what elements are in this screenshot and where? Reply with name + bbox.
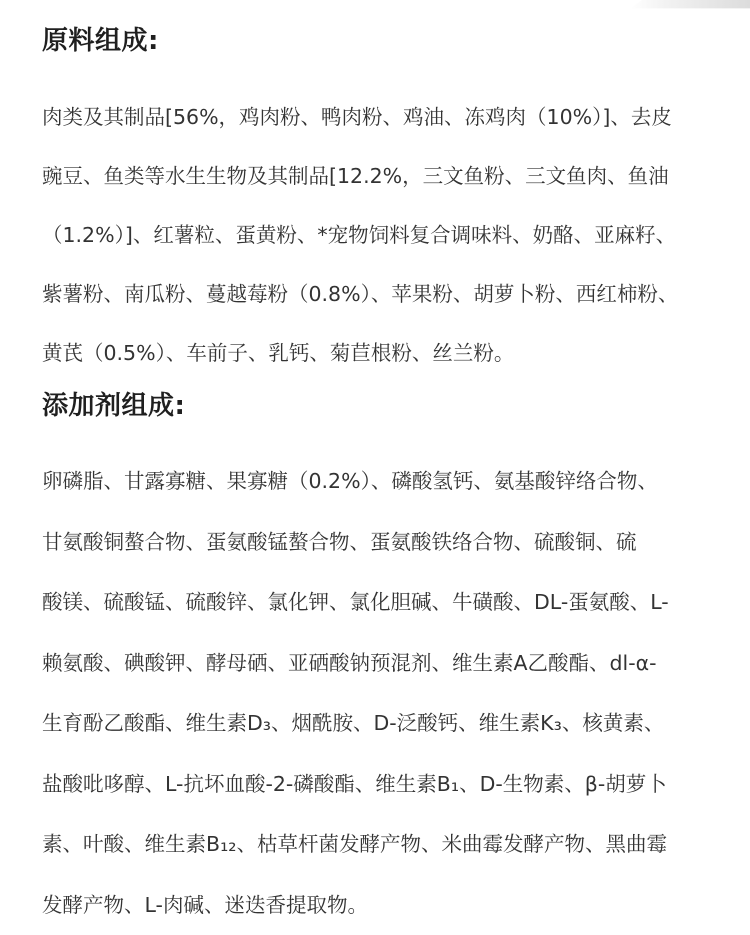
additives-title: 添加剂组成: xyxy=(42,393,722,419)
ingredients-line: 黄芪（0.5%）、车前子、乳钙、菊苣根粉、丝兰粉。 xyxy=(42,324,722,383)
additives-line: 发酵产物、L-肉碱、迷迭香提取物。 xyxy=(42,875,722,935)
ingredients-line: 肉类及其制品[56%，鸡肉粉、鸭肉粉、鸡油、冻鸡肉（10%）]、去皮 xyxy=(42,88,722,147)
additives-line: 素、叶酸、维生素B₁₂、枯草杆菌发酵产物、米曲霉发酵产物、黑曲霉 xyxy=(42,814,722,875)
additives-line: 甘氨酸铜螯合物、蛋氨酸锰螯合物、蛋氨酸铁络合物、硫酸铜、硫 xyxy=(42,512,722,573)
additives-text xyxy=(42,451,722,935)
ingredients-title: 原料组成: xyxy=(42,28,722,54)
additives-line: 生育酚乙酸酯、维生素D₃、烟酰胺、D-泛酸钙、维生素K₃、核黄素、 xyxy=(42,693,722,754)
additives-line: 赖氨酸、碘酸钾、酵母硒、亚硒酸钠预混剂、维生素A乙酸酯、dl-α- xyxy=(42,633,722,694)
ingredients-line: 紫薯粉、南瓜粉、蔓越莓粉（0.8%）、苹果粉、胡萝卜粉、西红柿粉、 xyxy=(42,265,722,324)
additives-line: 盐酸吡哆醇、L-抗坏血酸-2-磷酸酯、维生素B₁、D-生物素、β-胡萝卜 xyxy=(42,754,722,815)
additives-line: 卵磷脂、甘露寡糖、果寡糖（0.2%）、磷酸氢钙、氨基酸锌络合物、 xyxy=(42,451,722,512)
additives-line: 酸镁、硫酸锰、硫酸锌、氯化钾、氯化胆碱、牛磺酸、DL-蛋氨酸、L- xyxy=(42,572,722,633)
ingredients-line: （1.2%）]、红薯粒、蛋黄粉、*宠物饲料复合调味料、奶酪、亚麻籽、 xyxy=(42,206,722,265)
ingredients-text xyxy=(42,88,722,383)
top-decoration xyxy=(630,0,750,14)
additives-section xyxy=(42,393,722,935)
ingredients-section xyxy=(42,28,722,383)
ingredients-line: 豌豆、鱼类等水生生物及其制品[12.2%，三文鱼粉、三文鱼肉、鱼油 xyxy=(42,147,722,206)
